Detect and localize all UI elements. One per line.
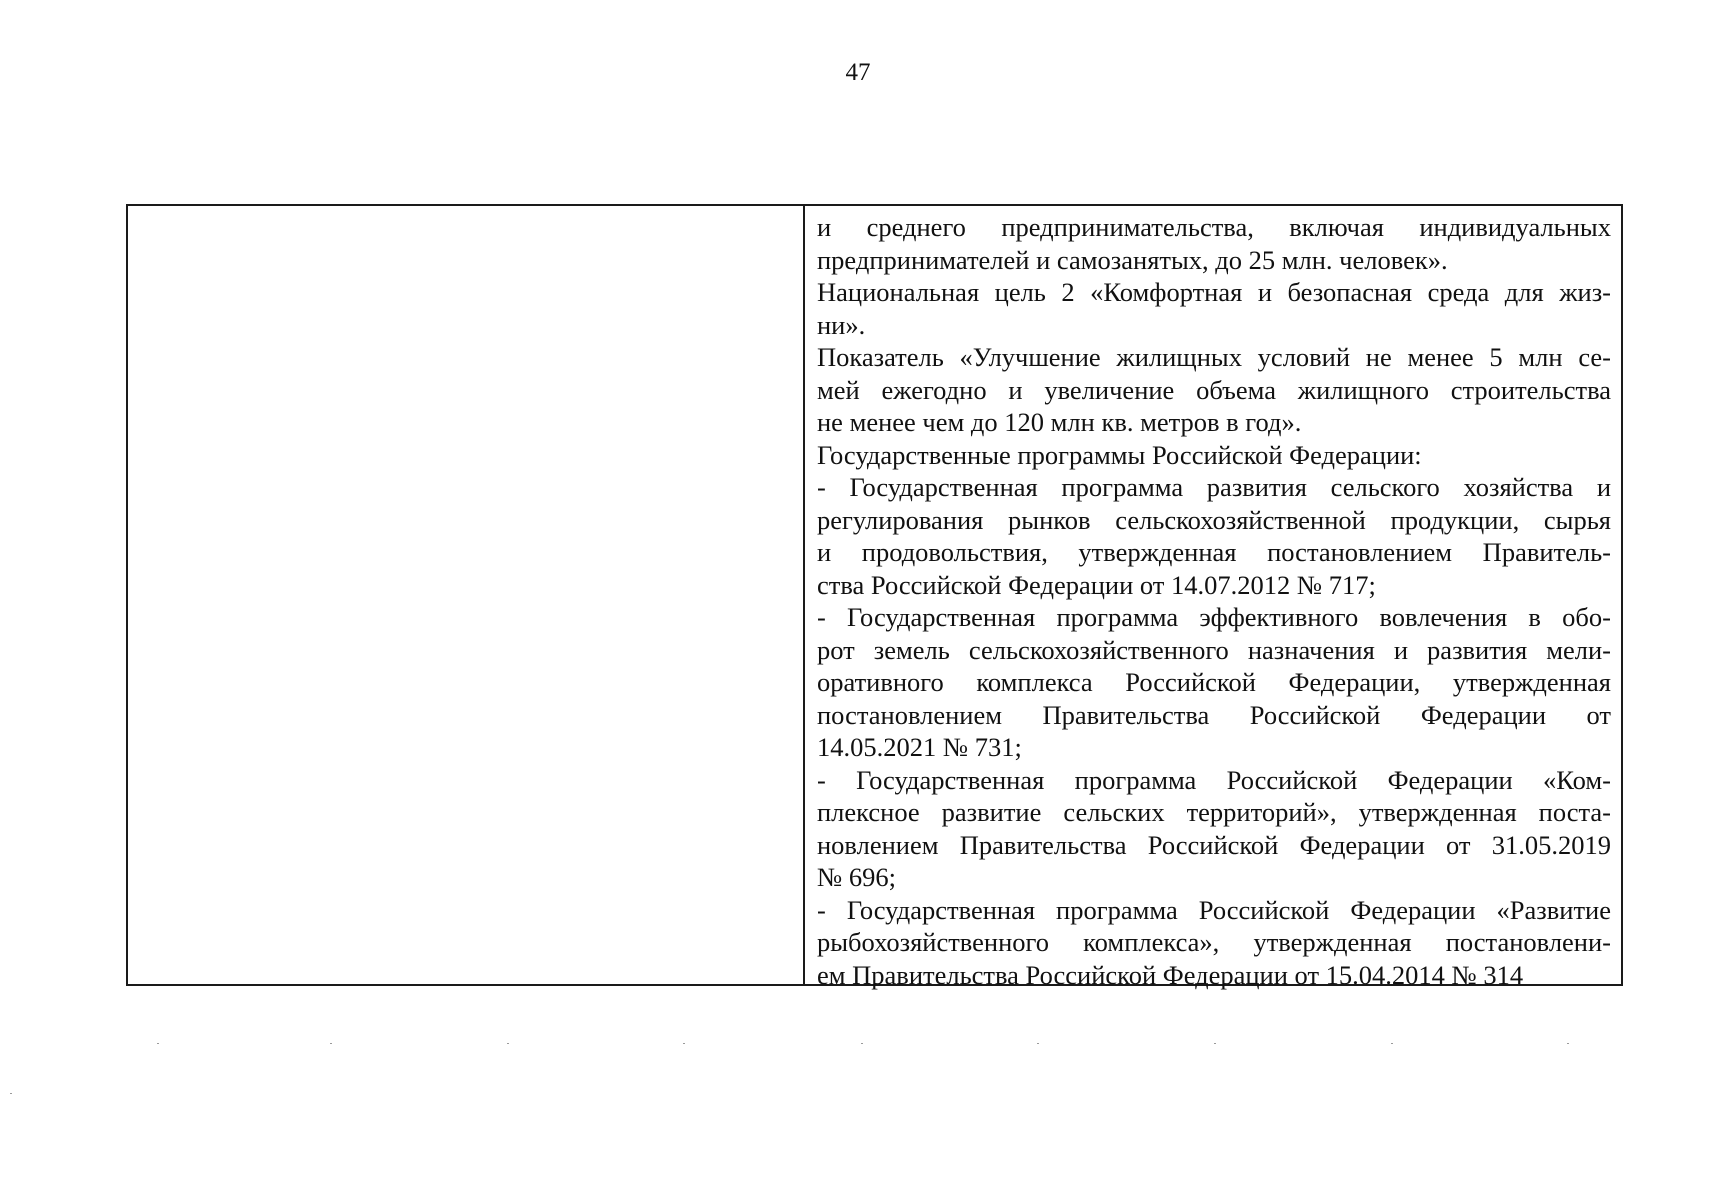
table-right-cell	[805, 206, 1621, 990]
text-line: предпринимателей и самозанятых, до 25 млн. человек».	[817, 244, 1448, 275]
text-line: 14.05.2021 № 731;	[817, 732, 1022, 762]
text-line: № 696;	[817, 862, 897, 892]
text-line: оративного комплекса Российской Федерации, утвержденная	[817, 667, 1611, 697]
text-line: ства Российской Федерации от 14.07.2012 № 717;	[817, 569, 1376, 600]
text-line: и среднего предпринимательства, включая индивидуальных	[817, 212, 1611, 242]
text-line: не менее чем до 120 млн кв. метров в год».	[817, 407, 1302, 437]
text-line: - Государственная программа эффективного вовлечения в обо-	[817, 602, 1611, 632]
text-line: постановлением Правительства Российской Федерации от	[817, 699, 1611, 730]
scan-speck	[1214, 1043, 1216, 1044]
scan-speck	[507, 1043, 509, 1044]
text-line: - Государственная программа Российской Федерации «Развитие	[817, 894, 1611, 925]
text-line: - Государственная программа Российской Федерации «Ком-	[817, 764, 1611, 795]
text-line: мей ежегодно и увеличение объема жилищного строительства	[817, 374, 1611, 405]
text-line: плексное развитие сельских территорий», утвержденная поста-	[817, 797, 1611, 827]
text-line: регулирования рынков сельскохозяйственной продукции, сырья	[817, 504, 1611, 535]
table-left-cell	[128, 206, 805, 984]
scan-speck	[1567, 1043, 1569, 1044]
text-line: рот земель сельскохозяйственного назначения и развития мели-	[817, 634, 1611, 665]
text-line: Национальная цель 2 «Комфортная и безопасная среда для жиз-	[817, 277, 1611, 307]
document-table	[126, 204, 1623, 990]
scan-speck	[683, 1043, 685, 1044]
text-line: Государственные программы Российской Федерации:	[817, 439, 1422, 470]
text-line: рыбохозяйственного комплекса», утвержденная постановлени-	[817, 927, 1611, 957]
text-line: - Государственная программа развития сельского хозяйства и	[817, 472, 1611, 502]
scan-speck	[1391, 1043, 1393, 1044]
text-line: ни».	[817, 309, 866, 340]
scan-speck	[10, 1093, 12, 1094]
text-line: новлением Правительства Российской Федерации от 31.05.2019	[817, 829, 1611, 860]
scan-speck	[1037, 1043, 1039, 1044]
text-line: Показатель «Улучшение жилищных условий не менее 5 млн се-	[817, 342, 1611, 372]
scan-speck	[330, 1043, 332, 1044]
text-line: и продовольствия, утвержденная постановлением Правитель-	[817, 537, 1611, 567]
scan-speck	[157, 1043, 159, 1044]
page-number: 47	[845, 59, 871, 86]
scan-speck	[861, 1043, 863, 1044]
text-line: ем Правительства Российской Федерации от 15.04.2014 № 314	[817, 959, 1524, 990]
